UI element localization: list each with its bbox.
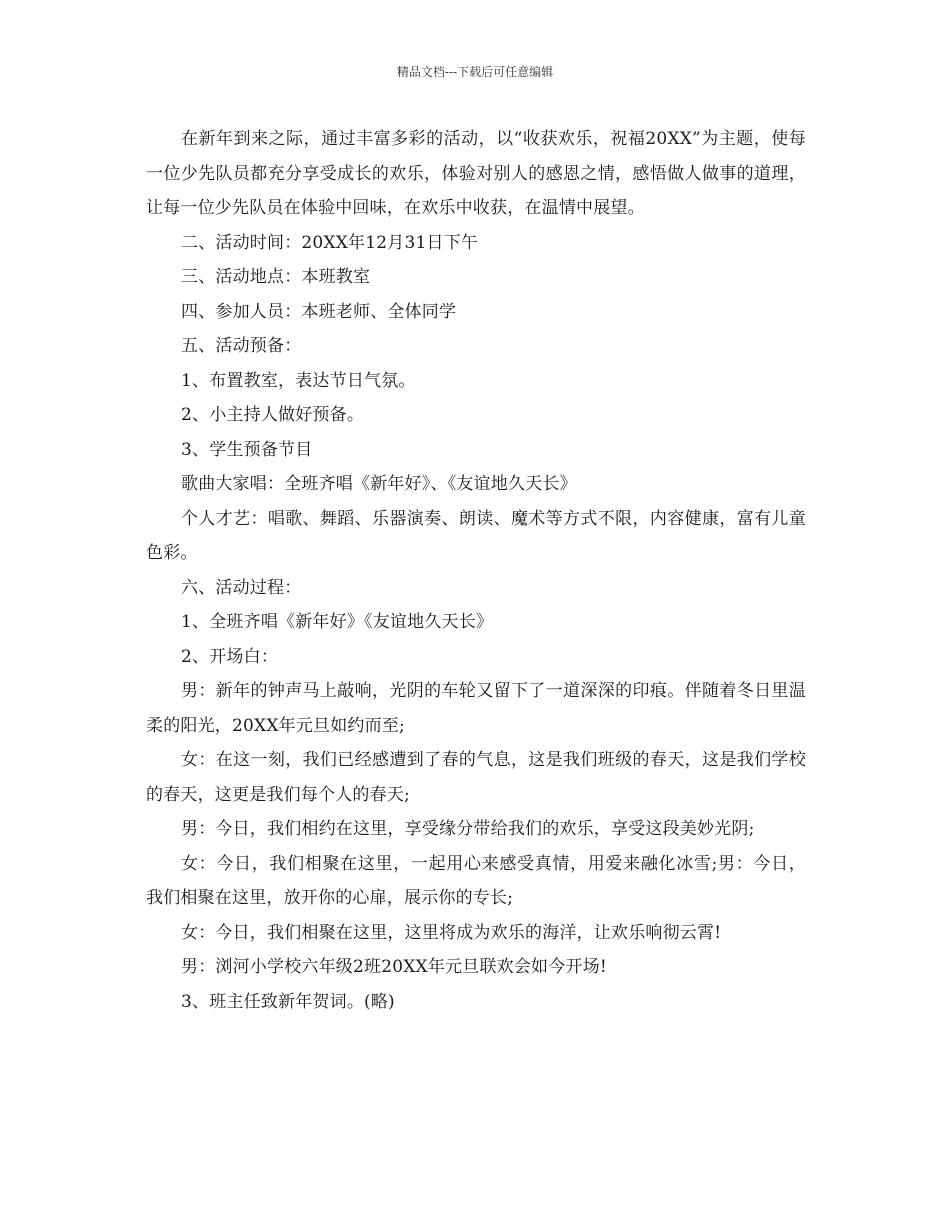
document-body: [146, 122, 806, 1019]
paragraph-talent: 个人才艺：唱歌、舞蹈、乐器演奏、朗读、魔术等方式不限，内容健康，富有儿童色彩。: [146, 508, 806, 563]
paragraph-preparation-heading: 五、活动预备：: [181, 336, 302, 356]
paragraph-process-heading: 六、活动过程：: [181, 577, 302, 598]
page-header: 精品文档---下载后可任意编辑: [396, 65, 554, 79]
paragraph-dialogue-female-1: 女：在这一刻，我们已经感遭到了春的气息，这是我们班级的春天，这是我们学校的春天，这更是我们每个人的春天;: [146, 750, 806, 805]
paragraph-dialogue-male-3: 男：浏河小学校六年级2班20XX年元旦联欢会如今开场!: [181, 957, 607, 977]
paragraph-participants: 四、参加人员：本班老师、全体同学: [181, 301, 457, 322]
paragraph-prep-item-1: 1、布置教室，表达节日气氛。: [181, 370, 416, 391]
paragraph-dialogue-female-3: 女：今日，我们相聚在这里，这里将成为欢乐的海洋，让欢乐响彻云霄!: [181, 922, 722, 943]
paragraph-activity-time: 二、活动时间：20XX年12月31日下午: [181, 232, 479, 253]
paragraph-process-item-1: 1、全班齐唱《新年好》《友谊地久天长》: [181, 612, 494, 632]
paragraph-prep-item-2: 2、小主持人做好预备。: [181, 405, 365, 425]
paragraph-process-item-2: 2、开场白：: [181, 646, 279, 667]
paragraph-dialogue-male-2: 男：今日，我们相约在这里，享受缘分带给我们的欢乐，享受这段美妙光阴;: [181, 819, 755, 839]
paragraph-intro: 在新年到来之际，通过丰富多彩的活动，以“收获欢乐，祝福20XX”为主题，使每一位少先队员都充分享受成长的欢乐，体验对别人的感恩之情，感悟做人做事的道理，让每一位少先队员在体验中回味，在欢乐中收获，在温情中展望。: [146, 129, 806, 218]
paragraph-dialogue-female-2: 女：今日，我们相聚在这里，一起用心来感受真情，用爱来融化冰雪;男：今日，我们相聚在这里，放开你的心扉，展示你的专长;: [146, 853, 806, 908]
paragraph-dialogue-male-1: 男：新年的钟声马上敲响，光阴的车轮又留下了一道深深的印痕。伴随着冬日里温柔的阳光，20XX年元旦如约而至;: [146, 681, 806, 736]
paragraph-group-song: 歌曲大家唱：全班齐唱《新年好》、《友谊地久天长》: [181, 474, 577, 494]
paragraph-activity-location: 三、活动地点：本班教室: [181, 267, 371, 287]
paragraph-process-item-3: 3、班主任致新年贺词。(略): [181, 991, 395, 1012]
paragraph-prep-item-3: 3、学生预备节目: [181, 439, 313, 460]
